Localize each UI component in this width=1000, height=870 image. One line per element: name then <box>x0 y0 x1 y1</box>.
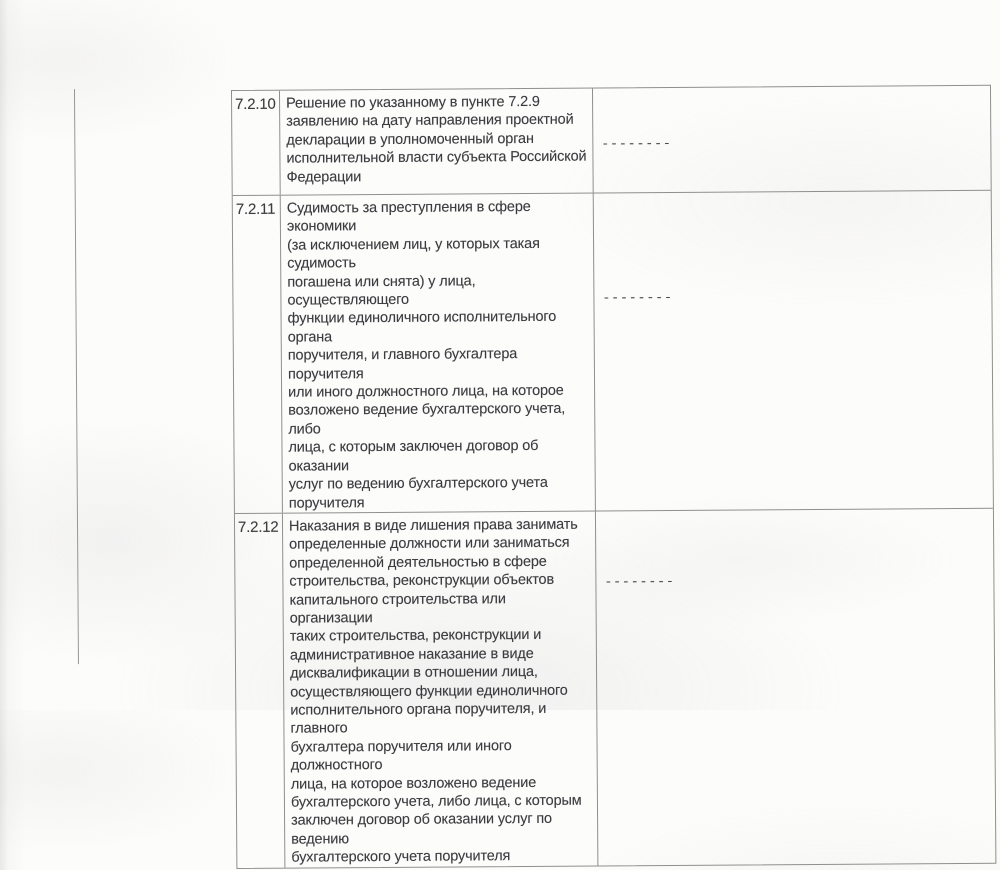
row-requirement-text: Наказания в виде лишения права занимать определенные должности или заниматься определенной деятельностью в сфере строительства, реконструкции объектов капитального строительства или организации таких строительства, реконструкции и административное наказание в виде дисквалификации в отношении лица, осуществляющего функции единоличного исполнительного органа поручителя, и главного бухгалтера поручителя или иного должностного лица, на которое возложено ведение бухгалтерского учета, либо лица, с которым заключен договор об оказании услуг по ведению бухгалтерского учета поручителя <box>283 511 598 867</box>
table-row <box>235 508 995 868</box>
requirements-table <box>231 85 996 869</box>
row-number-cell: 7.2.10 <box>232 91 281 195</box>
value-dashes: -------- <box>602 289 673 306</box>
row-value-cell <box>594 191 993 511</box>
row-number-cell: 7.2.12 <box>235 514 285 868</box>
value-dashes: -------- <box>601 135 672 152</box>
row-value-cell <box>596 509 995 865</box>
row-requirement-text: Решение по указанному в пункте 7.2.9 заявлению на дату направления проектной декларации в уполномоченный орган исполнительной власти субъекта Российской Федерации <box>280 89 594 195</box>
row-value-cell <box>593 86 991 193</box>
table-row <box>233 190 993 513</box>
table-row <box>232 86 991 195</box>
cropped-left-column-rule <box>74 89 79 664</box>
row-number-cell: 7.2.11 <box>233 196 283 513</box>
row-requirement-text: Судимость за преступления в сфере экономики (за исключением лиц, у которых такая судимость погашена или снята) у лица, осуществляющего функции единоличного исполнительного органа поручителя, и главного бухгалтера поручителя или иного должностного лица, на которое возложено ведение бухгалтерского учета, либо лица, с которым заключен договор об оказании услуг по ведению бухгалтерского учета поручителя <box>281 194 596 513</box>
value-dashes: -------- <box>604 573 675 590</box>
